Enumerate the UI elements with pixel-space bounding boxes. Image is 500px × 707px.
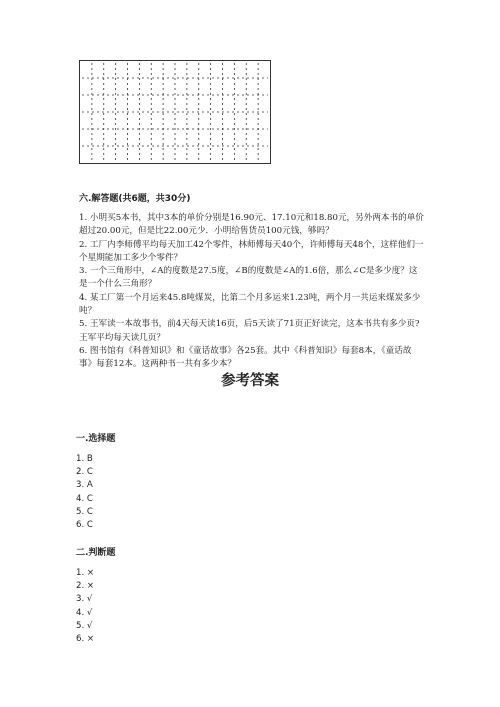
- problem-2: 2. 工厂内李师傅平均每天加工42个零件，林师傅每天40个，许师傅每天48个，这样他们一个星期能加工多少个零件？: [79, 239, 424, 263]
- judge-answer: 1. ×: [76, 568, 95, 578]
- problem-5: 5. 王军读一本故事书，前4天每天读16页，后5天读了71页正好读完，这本书共有多少页?王军平均每天读几页？: [79, 319, 420, 343]
- judge-answer: 4. √: [76, 607, 93, 618]
- judge-answer: 5. √: [76, 620, 93, 631]
- answer-key-title: 参考答案: [221, 373, 279, 389]
- problem-list: [79, 212, 424, 372]
- dotted-grid-lines: [80, 61, 270, 163]
- dotted-grid: [79, 60, 271, 164]
- choice-answer: 2. C: [76, 467, 93, 478]
- choice-answer: 4. C: [76, 493, 93, 504]
- choice-section-title: 一.选择题: [76, 434, 116, 444]
- choice-answer: 5. C: [76, 506, 93, 517]
- problem-1: 1. 小明买5本书，其中3本的单价分别是16.90元、17.10元和18.80元，另外两本书的单价超过20.00元，但是比22.00元少．小明给售货员100元钱，够吗？: [79, 213, 424, 237]
- choice-answer: 3. A: [76, 480, 93, 491]
- judge-answer: 6. ×: [76, 634, 95, 645]
- judge-section-title: 二.判断题: [76, 548, 116, 558]
- problem-3: 3. 一个三角形中，∠A的度数是27.5度，∠B的度数是∠A的1.6倍，那么∠C是多少度？这是一个什么三角形？: [79, 266, 418, 290]
- judge-answer: 2. ×: [76, 581, 95, 592]
- problem-4: 4. 某工厂第一个月运来45.8吨煤炭，比第二个月多运来1.23吨，两个月一共运来煤炭多少吨？: [79, 292, 421, 317]
- problem-6: 6. 图书馆有《科普知识》和《童话故事》各25套。其中《科普知识》每套8本，《童话故事》每套12本。这两种书一共有多少本？: [79, 345, 412, 370]
- section-six-title: 六.解答题(共6题，共30分): [79, 194, 191, 204]
- choice-answer: 1. B: [76, 454, 93, 464]
- choice-answer-list: [76, 453, 93, 532]
- judge-answer-list: [76, 567, 94, 646]
- judge-answer: 3. √: [76, 594, 93, 605]
- choice-answer: 6. C: [76, 520, 93, 531]
